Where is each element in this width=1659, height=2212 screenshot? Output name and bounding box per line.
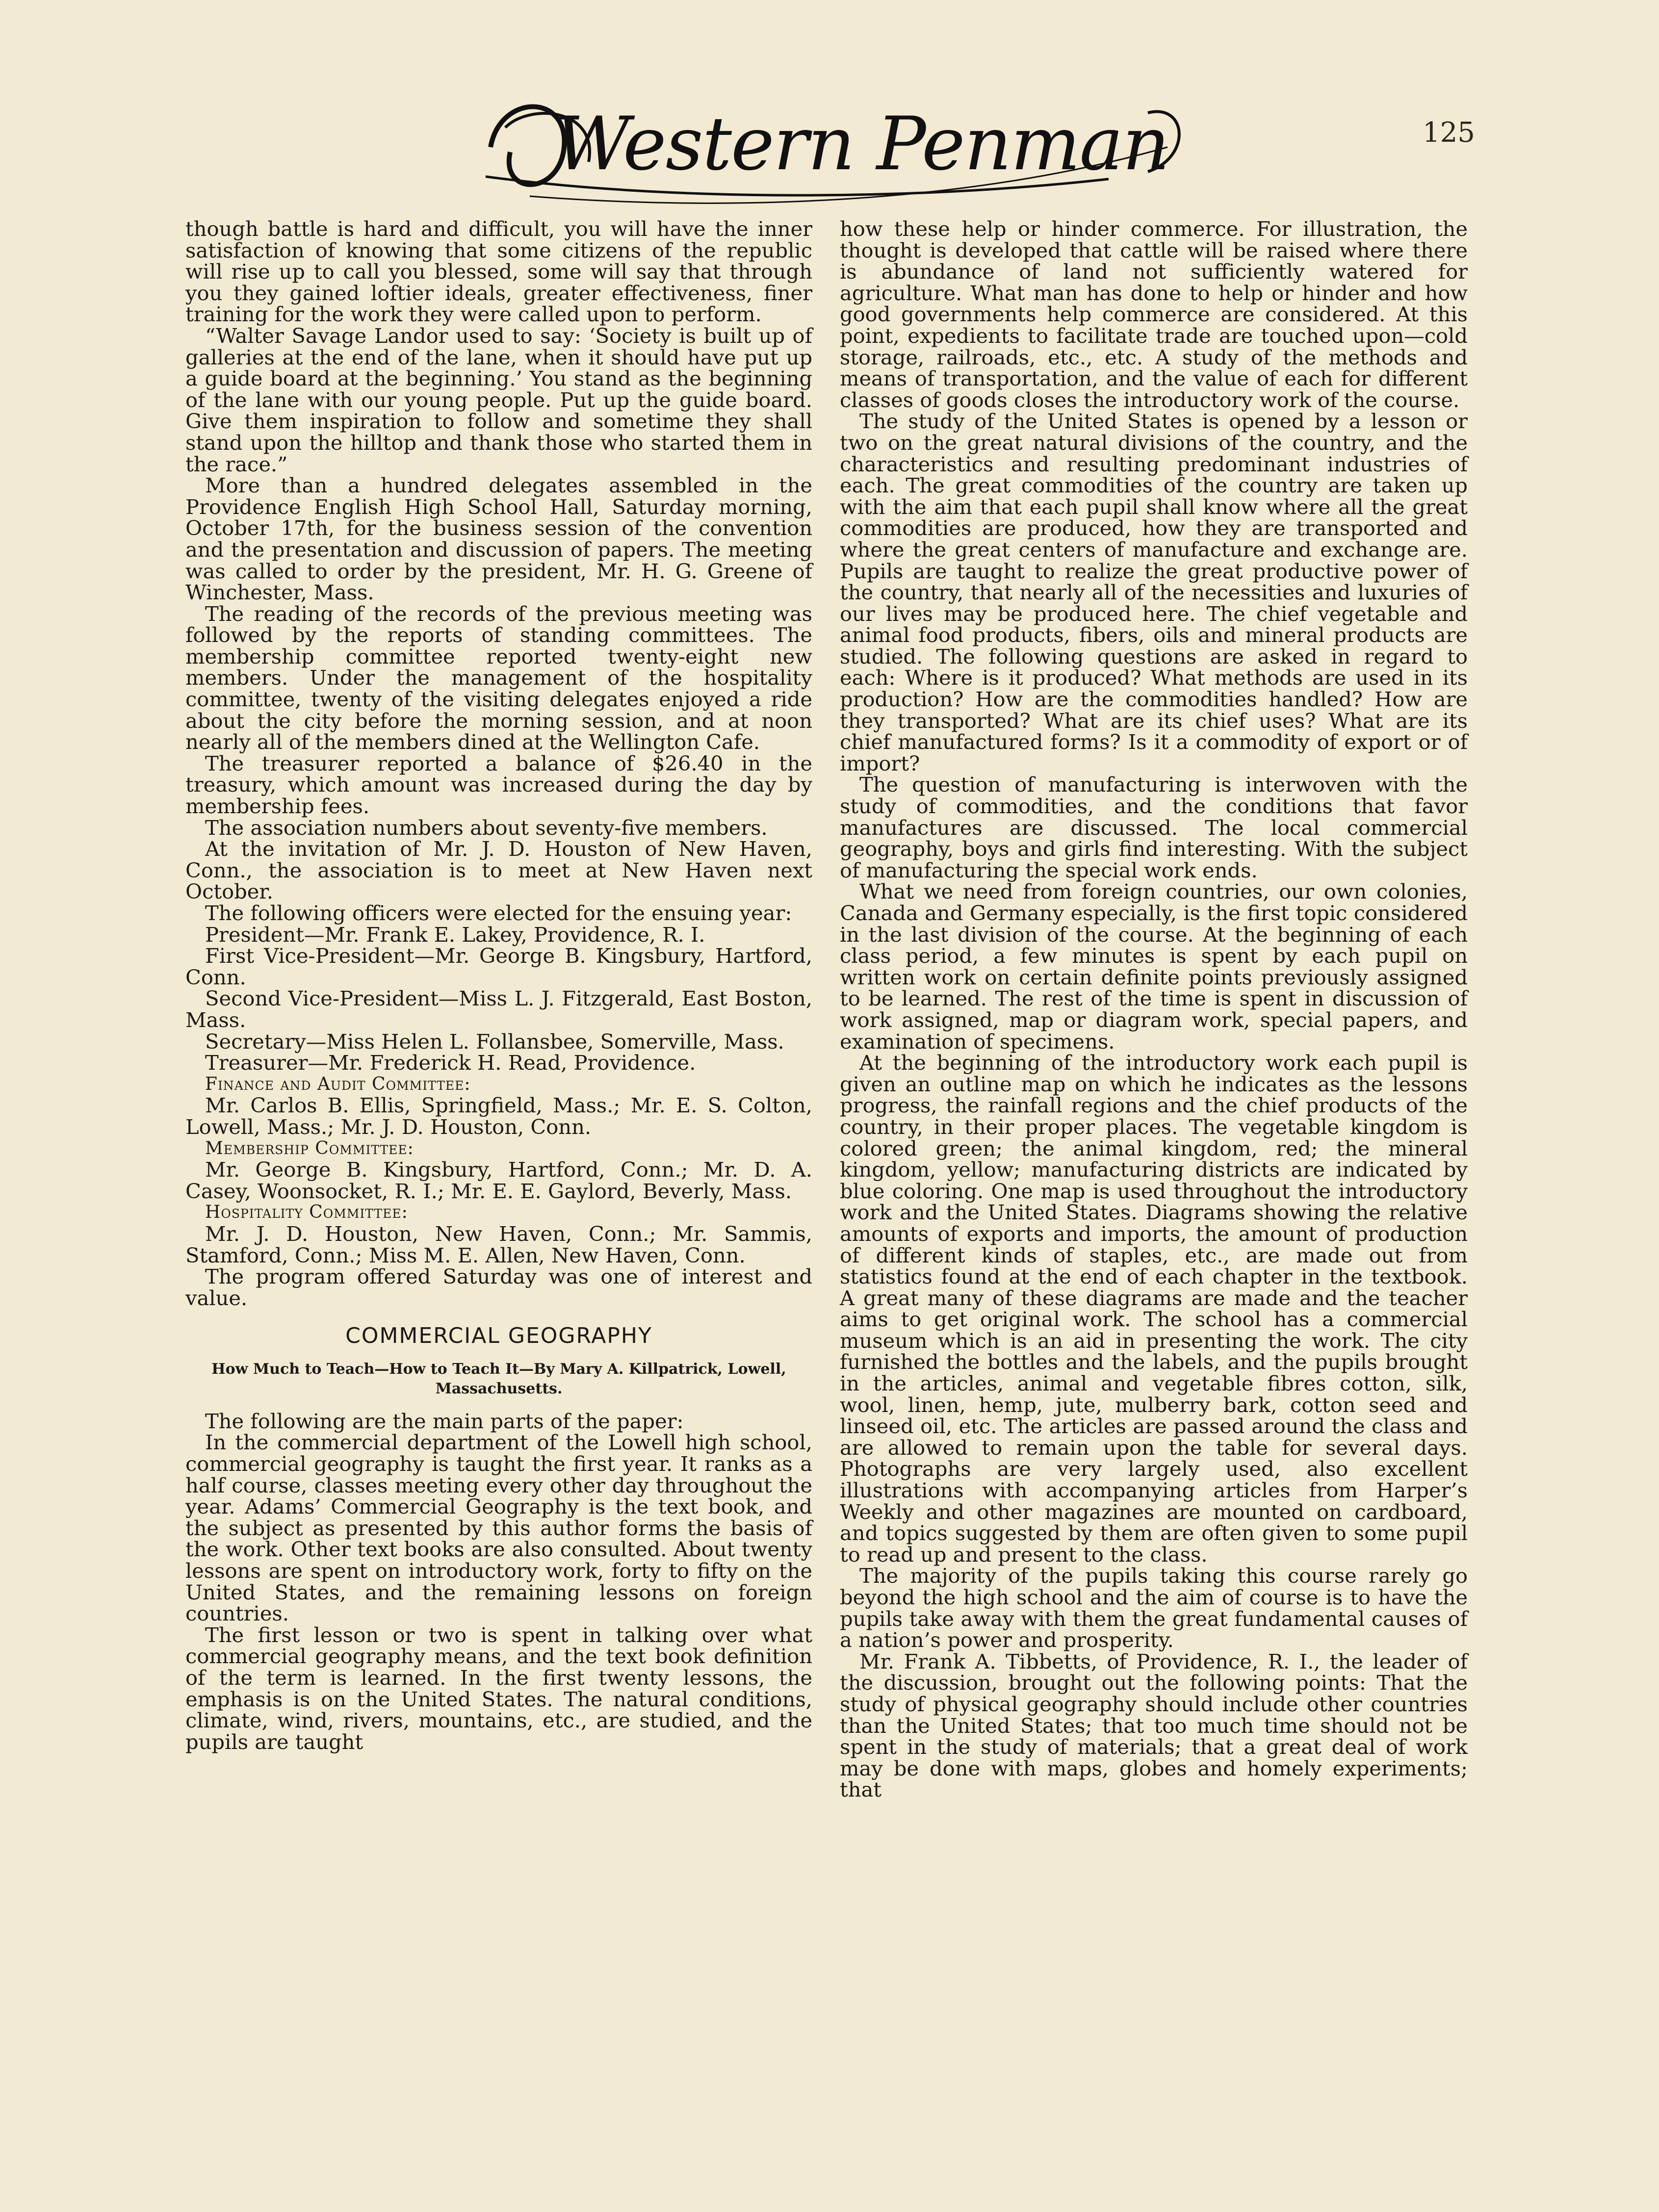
svg-text:Western Penman: Western Penman [554, 102, 1169, 187]
paragraph: The association numbers about seventy-five members. [205, 815, 768, 840]
committee-heading: Hospitality Committee: [205, 1202, 408, 1223]
article-byline: How Much to Teach—How to Teach It—By Mary A. Killpatrick, Lowell, Massachusetts. [211, 1360, 786, 1397]
paragraph: At the beginning of the introductory work each pupil is given an outline map on which he indicates as the lessons progress, the rainfall regions and the chief products of the country, in their proper places. The vegetable kingdom is colored green; the animal kingdom, red; the mineral kingdom, yellow; manufacturing districts are indicated by blue coloring. One map is used throughout the introductory work and the United States. Diagrams showing the relative amounts of exports and imports, the amount of production of different kinds of staples, etc., are made out from statistics found at the end of each chapter in the textbook. A great many of these diagrams are made and the teacher aims to get original work. The school has a commercial museum which is an aid in presenting the work. The city furnished the bottles and the labels, and the pupils brought in the articles, animal and vegetable fibres cotton, silk, wool, linen, hemp, jute, mulberry bark, cotton seed and linseed oil, etc. The articles are passed around the class and are allowed to remain upon the table for several days. Photographs are very largely used, also excellent illustrations with accompanying articles from Harper’s Weekly and other magazines are mounted on cardboard, and topics suggested by them are often given to some pupil to read up and present to the class. [840, 1051, 1468, 1567]
officer-line: Treasurer—Mr. Frederick H. Read, Providence. [205, 1051, 696, 1075]
paragraph: The majority of the pupils taking this course rarely go beyond the high school and the aim of course is to have the pupils take away with them the great fundamental causes of a nation’s power and prosperity. [840, 1564, 1468, 1652]
paragraph: The treasurer reported a balance of $26.40 in the treasury, which amount was increased during the day by membership fees. [185, 751, 812, 819]
paragraph: In the commercial department of the Lowell high school, commercial geography is taught the first year. It ranks as a half course, classes meeting every other day throughout the year. Adams’ Commercial Geography is the text book, and the subject as presented by this author forms the basis of the work. Other text books are also consulted. About twenty lessons are spent on introductory work, forty to fifty on the United States, and the remaining lessons on foreign countries. [185, 1430, 812, 1626]
masthead-flourish-icon [471, 74, 1197, 216]
paragraph: Mr. Frank A. Tibbetts, of Providence, R. I., the leader of the discussion, brought out the following points: That the study of physical geography should include other countries than the United States; that too much time should not be spent in the study of materials; that a great deal of work may be done with maps, globes and homely experiments; that [840, 1649, 1468, 1802]
paragraph: The question of manufacturing is interwoven with the study of commodities, and the conditions that favor manufactures are discussed. The local commercial geography, boys and girls find interesting. With the subject of manufacturing the special work ends. [840, 772, 1468, 882]
paragraph: The first lesson or two is spent in talking over what commercial geography means, and the text book definition of the term is learned. In the first twenty lessons, the emphasis is on the United States. The natural conditions, climate, wind, rivers, mountains, etc., are studied, and the pupils are taught [185, 1622, 812, 1754]
paragraph: The study of the United States is opened by a lesson or two on the great natural divisions of the country, and the characteristics and resulting predominant industries of each. The great commodities of the country are taken up with the aim that each pupil shall know where all the great commodities are produced, how they are transported and where the great centers of manufacture and exchange are. Pupils are taught to realize the great productive power of the country, that nearly all of the necessities and luxuries of our lives may be produced here. The chief vegetable and animal food products, fibers, oils and mineral products are studied. The following questions are asked in regard to each: Where is it produced? What methods are used in its production? How are the commodities handled? How are they transported? What are its chief uses? What are its chief manufactured forms? Is it a commodity of export or of import? [840, 409, 1468, 775]
committee-members: Mr. J. D. Houston, New Haven, Conn.; Mr. Sammis, Stamford, Conn.; Miss M. E. Allen, New Haven, Conn. [185, 1221, 812, 1267]
paragraph: What we need from foreign countries, our own colonies, Canada and Germany especially, is the first topic considered in the last division of the course. At the beginning of each class period, a few minutes is spent by each pupil on written work on certain definite points previously assigned to be learned. The rest of the time is spent in discussion of work assigned, map or diagram work, special papers, and examination of specimens. [840, 879, 1468, 1054]
paragraph: The reading of the records of the previous meeting was followed by the reports of standing committees. The membership committee reported twenty-eight new members. Under the management of the hospitality committee, twenty of the visiting delegates enjoyed a ride about the city before the morning session, and at noon nearly all of the members dined at the Wellington Cafe. [185, 601, 812, 754]
paragraph: how these help or hinder commerce. For illustration, the thought is developed that cattle will be raised where there is abundance of land not sufficiently watered for agriculture. What man has done to help or hinder and how good governments help commerce are considered. At this point, expedients to facilitate trade are touched upon—cold storage, railroads, etc., etc. A study of the methods and means of transportation, and the value of each for different classes of goods closes the introductory work of the course. [840, 217, 1468, 412]
officer-line: Second Vice-President—Miss L. J. Fitzgerald, East Boston, Mass. [185, 986, 812, 1032]
committee-heading: Membership Committee: [205, 1138, 414, 1158]
officer-line: First Vice-President—Mr. George B. Kingsbury, Hartford, Conn. [185, 944, 812, 989]
right-column [840, 218, 1468, 1800]
committee-members: Mr. George B. Kingsbury, Hartford, Conn.; Mr. D. A. Casey, Woonsocket, R. I.; Mr. E. E. Gaylord, Beverly, Mass. [185, 1157, 812, 1203]
paragraph: “Walter Savage Landor used to say: ‘Society is built up of galleries at the end of the lane, when it should have put up a guide board at the beginning.’ You stand as the beginning of the lane with our young people. Put up the guide board. Give them inspiration to follow and sometime they shall stand upon the hilltop and thank those who started them in the race.” [185, 323, 812, 476]
article-title: COMMERCIAL GEOGRAPHY [345, 1323, 652, 1349]
officer-line: President—Mr. Frank E. Lakey, Providence, R. I. [205, 922, 705, 947]
committee-heading: Finance and Audit Committee: [205, 1074, 471, 1094]
paragraph: The following are the main parts of the paper: [205, 1409, 684, 1433]
committee-members: Mr. Carlos B. Ellis, Springfield, Mass.; Mr. E. S. Colton, Lowell, Mass.; Mr. J. D. Houston, Conn. [185, 1093, 812, 1139]
program-note: The program offered Saturday was one of interest and value. [185, 1264, 812, 1310]
paragraph: though battle is hard and difficult, you will have the inner satisfaction of knowing that some citizens of the republic will rise up to call you blessed, some will say that through you they gained loftier ideals, greater effectiveness, finer training for the work they were called upon to perform. [185, 217, 812, 327]
masthead-logo [471, 74, 1197, 216]
officer-line: Secretary—Miss Helen L. Follansbee, Somerville, Mass. [205, 1029, 784, 1054]
paragraph: More than a hundred delegates assembled in the Providence English High School Hall, Saturday morning, October 17th, for the business session of the convention and the presentation and discussion of papers. The meeting was called to order by the president, Mr. H. G. Greene of Winchester, Mass. [185, 473, 812, 605]
page-number: 125 [1423, 117, 1475, 149]
paragraph: The following officers were elected for the ensuing year: [205, 901, 792, 925]
paragraph: At the invitation of Mr. J. D. Houston of New Haven, Conn., the association is to meet at New Haven next October. [185, 837, 812, 904]
left-column [185, 218, 812, 1752]
